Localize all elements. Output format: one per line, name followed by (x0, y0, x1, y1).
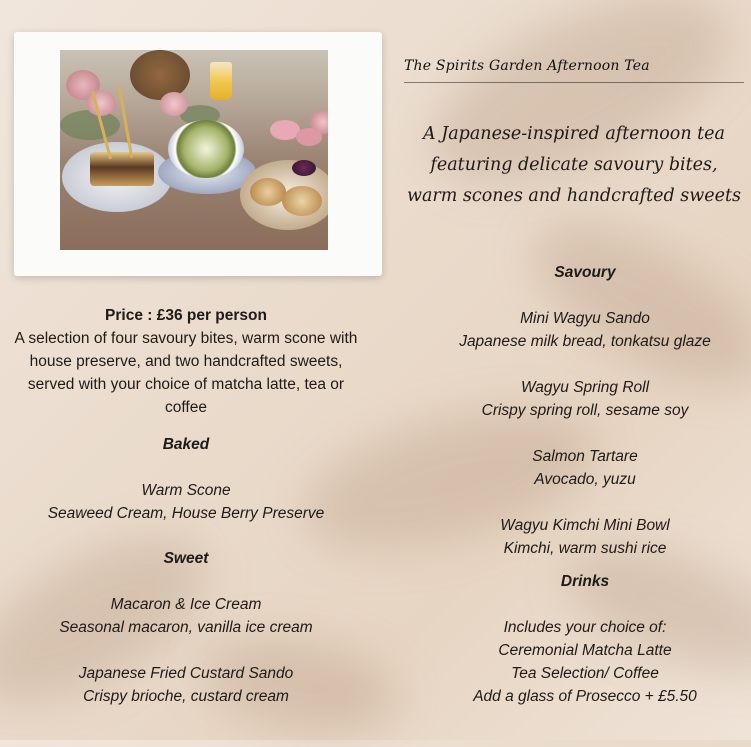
section-heading-baked: Baked (162, 436, 210, 453)
foliage-shape (60, 110, 120, 140)
price-label: Price : £36 per person (105, 307, 267, 324)
drinks-line: Tea Selection/ Coffee (511, 665, 659, 682)
rose-shape (86, 90, 116, 116)
menu-item-name: Salmon Tartare (532, 448, 638, 465)
baked-section (14, 433, 358, 525)
afternoon-tea-photo (60, 50, 328, 250)
sweet-section (14, 547, 358, 708)
price-section (14, 304, 358, 419)
polaroid-frame (14, 32, 382, 276)
scone-shape (282, 186, 322, 216)
savoury-section (420, 261, 750, 560)
drinks-line: Ceremonial Matcha Latte (498, 642, 672, 659)
menu-intro: A Japanese-inspired afternoon tea featuring delicate savoury bites, warm scones and handcrafted sweets (407, 124, 741, 206)
menu-item-detail: Avocado, yuzu (534, 471, 636, 488)
menu-item-detail: Seaweed Cream, House Berry Preserve (47, 505, 325, 522)
menu-item-detail: Seasonal macaron, vanilla ice cream (59, 619, 313, 636)
section-heading-savoury: Savoury (554, 264, 616, 281)
sando-shape (90, 152, 154, 186)
rose-shape (160, 92, 188, 116)
menu-item-name: Warm Scone (141, 482, 231, 499)
matcha-cup-shape (168, 120, 244, 178)
menu-item-name: Wagyu Spring Roll (520, 379, 650, 396)
menu-item-detail: Japanese milk bread, tonkatsu glaze (459, 333, 711, 350)
menu-item-detail: Kimchi, warm sushi rice (503, 540, 667, 557)
section-heading-sweet: Sweet (163, 550, 209, 567)
drinks-section (420, 570, 750, 708)
title-underline (404, 82, 744, 83)
menu-item-name: Wagyu Kimchi Mini Bowl (500, 517, 670, 534)
menu-item-detail: Crispy brioche, custard cream (83, 688, 289, 705)
teapot-shape (130, 50, 190, 100)
juice-glass-shape (210, 62, 232, 100)
menu-title: The Spirits Garden Afternoon Tea (404, 58, 650, 74)
price-description: A selection of four savoury bites, warm scone with house preserve, and two handcrafted sweets, served with your choice of matcha latte, tea or coffee (14, 330, 358, 416)
scone-shape (250, 178, 286, 206)
macaron-shape (296, 128, 322, 146)
drinks-line: Includes your choice of: (503, 619, 667, 636)
drinks-line: Add a glass of Prosecco + £5.50 (473, 688, 697, 705)
menu-item-name: Japanese Fried Custard Sando (78, 665, 294, 682)
menu-item-detail: Crispy spring roll, sesame soy (481, 402, 689, 419)
jam-shape (292, 160, 316, 176)
menu-item-name: Mini Wagyu Sando (520, 310, 650, 327)
menu-item-name: Macaron & Ice Cream (110, 596, 262, 613)
section-heading-drinks: Drinks (560, 573, 610, 590)
